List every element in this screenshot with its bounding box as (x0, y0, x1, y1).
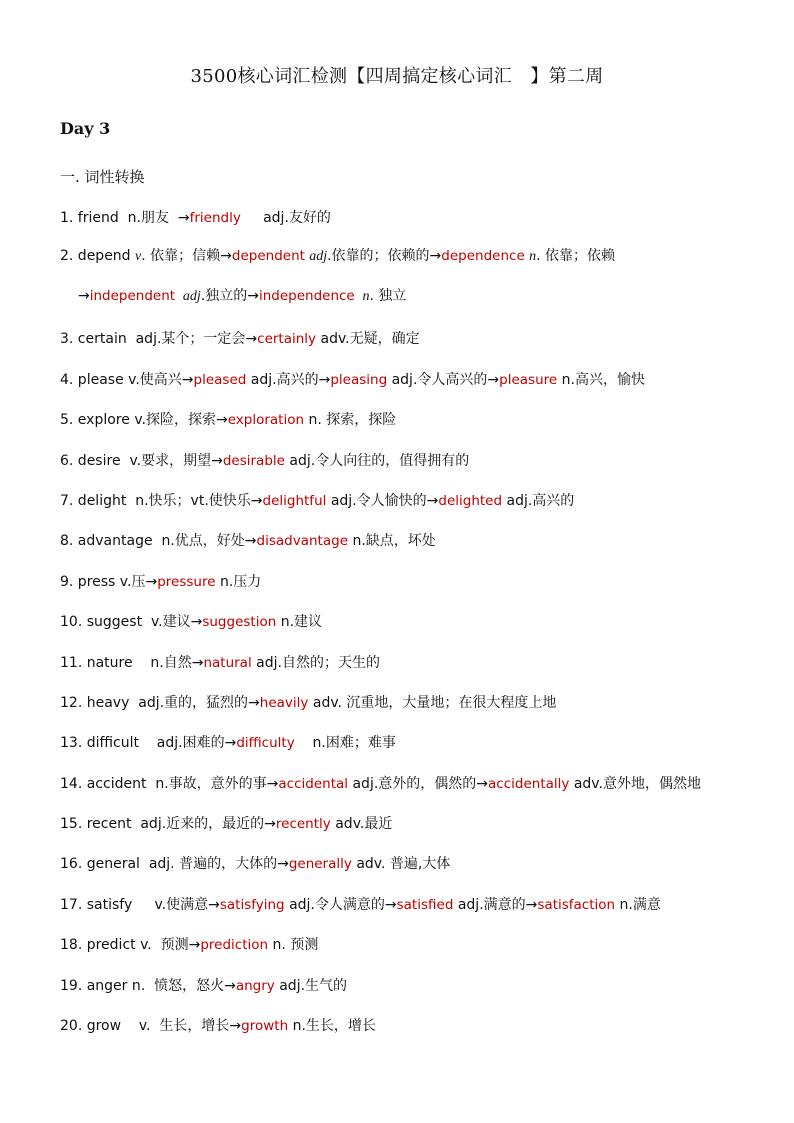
vocab-line (60, 450, 469, 470)
line-text: adv.最近 (330, 816, 393, 832)
day-heading: Day 3 (60, 119, 111, 138)
line-text: n.缺点，坏处 (348, 533, 436, 549)
line-text: → (78, 288, 90, 304)
line-text: adj.生气的 (274, 978, 348, 994)
line-text: . 依靠；依赖 (536, 248, 615, 264)
derived-word: dependence (441, 248, 530, 264)
line-text: 15. recent adj.近来的，最近的→ (60, 816, 276, 832)
line-text: adv.无疑，确定 (316, 331, 420, 347)
derived-word: delighted (438, 493, 503, 509)
line-text: adj.令人高兴的→ (387, 372, 500, 388)
derived-word: growth (241, 1018, 289, 1034)
vocab-line (60, 773, 701, 793)
derived-word: desirable (222, 453, 285, 469)
line-text: 9. press v.压→ (60, 574, 158, 590)
vocab-line (60, 490, 574, 510)
line-text: . 依靠；信赖→ (141, 248, 232, 264)
derived-word: pleased (193, 372, 247, 388)
derived-word: disadvantage (256, 533, 349, 549)
line-text: 6. desire v.要求，期望→ (60, 453, 223, 469)
vocab-line (60, 611, 322, 631)
line-text: 19. anger n. 愤怒，怒火→ (60, 978, 236, 994)
line-text: n.生长，增长 (288, 1018, 376, 1034)
line-text: adv.意外地，偶然地 (569, 776, 701, 792)
vocab-line (60, 975, 347, 995)
vocab-line (60, 732, 396, 752)
line-text: adj.令人向往的，值得拥有的 (284, 453, 470, 469)
line-text: adj.满意的→ (453, 897, 538, 913)
derived-word: prediction (200, 937, 269, 953)
derived-word: pleasure (499, 372, 558, 388)
line-text: n.压力 (215, 574, 262, 590)
line-text: adj.友好的 (240, 210, 331, 226)
derived-word: satisfaction (537, 897, 616, 913)
derived-word: satisfied (396, 897, 454, 913)
derived-word: satisfying (219, 897, 285, 913)
derived-word: pleasing (330, 372, 388, 388)
line-text: n.建议 (276, 614, 323, 630)
line-text: 1. friend n.朋友 → (60, 210, 190, 226)
page-title: 3500核心词汇检测【四周搞定核心词汇 】第二周 (190, 66, 604, 87)
derived-word: generally (288, 856, 352, 872)
line-text: n.高兴，愉快 (557, 372, 645, 388)
line-text: 16. general adj. 普遍的，大体的→ (60, 856, 289, 872)
derived-word: friendly (189, 210, 241, 226)
part-of-speech: adj (309, 249, 328, 264)
part-of-speech: n (359, 289, 370, 304)
line-text: .依靠的；依赖的→ (327, 248, 442, 264)
line-text: 13. difficult adj.困难的→ (60, 735, 237, 751)
derived-word: heavily (259, 695, 309, 711)
vocab-line (60, 369, 645, 389)
line-text: 10. suggest v.建议→ (60, 614, 203, 630)
vocab-line (60, 207, 331, 227)
line-text: adj.令人愉快的→ (326, 493, 439, 509)
line-text: 5. explore v.探险，探索→ (60, 412, 228, 428)
derived-word: recently (275, 816, 331, 832)
vocab-line (78, 285, 406, 305)
derived-word: delightful (262, 493, 327, 509)
vocab-line (60, 409, 396, 429)
vocab-line (60, 652, 380, 672)
line-text: 4. please v.使高兴→ (60, 372, 194, 388)
line-text: adv. 普遍,大体 (351, 856, 451, 872)
derived-word: angry (235, 978, 275, 994)
part-of-speech: v (135, 249, 142, 264)
line-text: adv. 沉重地，大量地；在很大程度上地 (308, 695, 557, 711)
line-text: . 独立 (369, 288, 407, 304)
vocab-line (60, 692, 556, 712)
derived-word: independent (89, 288, 180, 304)
derived-word: pressure (157, 574, 216, 590)
line-text: 3. certain adj.某个；一定会→ (60, 331, 258, 347)
derived-word: independence (258, 288, 360, 304)
part-of-speech: n (529, 249, 537, 264)
vocab-line (60, 1015, 376, 1035)
derived-word: certainly (257, 331, 317, 347)
line-text: 14. accident n.事故，意外的事→ (60, 776, 279, 792)
vocab-line (60, 245, 615, 265)
derived-word: dependent (231, 248, 310, 264)
line-text: n.满意 (615, 897, 661, 913)
line-text: 17. satisfy v.使满意→ (60, 897, 220, 913)
line-text: 20. grow v. 生长，增长→ (60, 1018, 242, 1034)
vocab-line (60, 328, 420, 348)
line-text: 12. heavy adj.重的，猛烈的→ (60, 695, 260, 711)
line-text: 2. depend (60, 248, 136, 264)
line-text: 18. predict v. 预测→ (60, 937, 201, 953)
derived-word: exploration (227, 412, 305, 428)
line-text: adj.高兴的→ (246, 372, 331, 388)
line-text: 11. nature n.自然→ (60, 655, 204, 671)
vocab-line (60, 571, 261, 591)
line-text: n. 预测 (268, 937, 319, 953)
derived-word: accidentally (488, 776, 570, 792)
line-text: adj.高兴的 (502, 493, 575, 509)
vocab-line (60, 530, 436, 550)
derived-word: suggestion (202, 614, 277, 630)
derived-word: accidental (278, 776, 349, 792)
section-heading: 一. 词性转换 (60, 168, 145, 186)
vocab-line (60, 894, 661, 914)
part-of-speech: adj (179, 289, 201, 304)
vocab-line (60, 853, 450, 873)
line-text: 7. delight n.快乐；vt.使快乐→ (60, 493, 263, 509)
vocab-line (60, 813, 392, 833)
line-text: adj.令人满意的→ (284, 897, 397, 913)
derived-word: natural (203, 655, 252, 671)
line-text: adj.意外的，偶然的→ (348, 776, 489, 792)
vocab-line (60, 934, 318, 954)
derived-word: difficulty (236, 735, 295, 751)
line-text: .独立的→ (200, 288, 259, 304)
line-text: adj.自然的；天生的 (251, 655, 380, 671)
line-text: 8. advantage n.优点，好处→ (60, 533, 257, 549)
line-text: n.困难；难事 (294, 735, 396, 751)
line-text: n. 探索，探险 (304, 412, 397, 428)
